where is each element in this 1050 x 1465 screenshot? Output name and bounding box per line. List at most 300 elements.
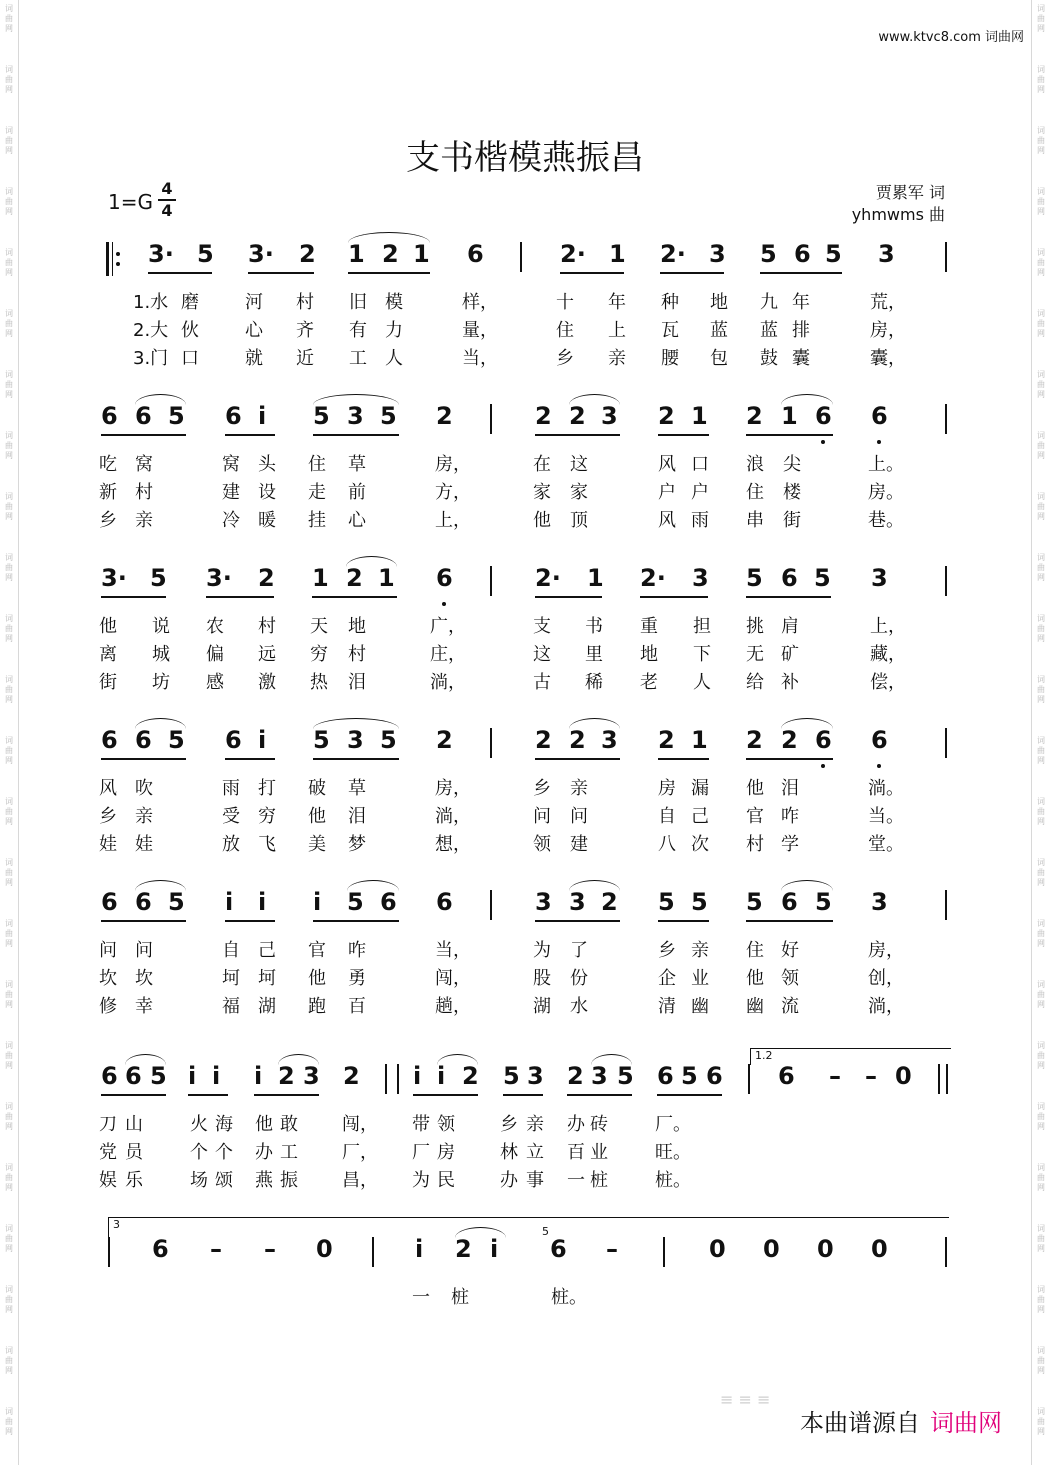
slur [346,556,397,567]
lyric-syllable: 新 [99,482,117,503]
jianpu-note: 2 [567,1062,584,1090]
lyric-syllable: 淌。 [868,778,904,799]
slur [781,718,833,729]
lyric-syllable: 坷 [222,968,240,989]
lyric-syllable: 说 [152,616,170,637]
lyric-syllable: 串 [746,510,764,531]
lyric-syllable: 种 [661,292,679,313]
lyrics-verse-line [0,1283,1050,1307]
lyric-syllable: 他 [308,806,326,827]
jianpu-note: 5 [814,564,831,592]
beam-underline [640,596,708,598]
lyric-syllable: 腰 [661,348,679,369]
side-watermark-text: 词 曲 网 [1037,1224,1045,1253]
jianpu-note: 3 [535,888,552,916]
lyric-syllable: 场 [190,1170,208,1191]
jianpu-note: 3 [347,402,364,430]
lyric-syllable: 吹 [135,778,153,799]
lyric-syllable: 咋 [348,940,366,961]
side-watermark-text: 词 曲 网 [5,797,13,826]
side-watermark-text: 词 曲 网 [1037,980,1045,1009]
side-watermark-text: 词 曲 网 [1037,797,1045,826]
beam-underline [312,596,397,598]
jianpu-note: 5 [313,402,330,430]
lyric-syllable: 水 [570,996,588,1017]
jianpu-note: 3 [601,402,618,430]
jianpu-note: 2 [746,402,763,430]
jianpu-note: 5 [313,726,330,754]
repeat-start-barline-thin [112,242,113,276]
lyric-syllable: 城 [152,644,170,665]
lyric-syllable: 人 [693,672,711,693]
side-watermark-text: 词 曲 网 [1037,736,1045,765]
lyrics-verse-line [0,1138,1050,1162]
lyric-syllable: 冷 [222,510,240,531]
jianpu-note: 0 [871,1235,888,1263]
lyric-syllable: 这 [533,644,551,665]
side-watermark-text: 词 曲 网 [5,65,13,94]
lyric-syllable: 天 [310,616,328,637]
jianpu-note: 3 [569,888,586,916]
beam-underline [535,758,620,760]
lyric-syllable: 住 [746,482,764,503]
lyric-syllable: 己 [258,940,276,961]
lyric-syllable: 1.水 [133,292,169,313]
lyric-syllable: 办 [500,1170,518,1191]
lyric-syllable: 有 [349,320,367,341]
side-watermark-text: 词 曲 网 [1037,187,1045,216]
lyric-syllable: 口 [181,348,199,369]
lyric-syllable: 3.门 [133,348,169,369]
side-watermark-text: 词 曲 网 [1037,492,1045,521]
jianpu-note: i [313,888,322,916]
lyric-syllable: 次 [691,834,709,855]
slur [313,718,399,729]
side-watermark-text: 词 曲 网 [5,248,13,277]
jianpu-note: 2 [746,726,763,754]
jianpu-note: 1 [691,726,708,754]
lyric-syllable: 办 [567,1114,585,1135]
lyric-syllable: 挑 [746,616,764,637]
lyric-syllable: 村 [348,644,366,665]
lyric-syllable: 他 [255,1114,273,1135]
lyric-syllable: 美 [308,834,326,855]
lyrics-verse-line [0,936,1050,960]
lyrics-verse-line [0,774,1050,798]
lyric-syllable: 亲 [691,940,709,961]
side-watermark-text: 词 曲 网 [5,431,13,460]
beam-underline [148,272,212,274]
footer-brand[interactable]: 词曲网 [930,1409,1002,1437]
jianpu-note: 6 [815,402,832,430]
lyric-syllable: 房， [868,940,904,961]
jianpu-note: 2· [640,564,666,592]
music-system [0,888,1050,1038]
lyric-syllable: 八 [658,834,676,855]
jianpu-note: 6 [871,402,888,430]
lyric-syllable: 娃 [135,834,153,855]
side-watermark-text: 词 曲 网 [5,736,13,765]
side-watermark-text: 词 曲 网 [1037,614,1045,643]
lyric-syllable: 己 [691,806,709,827]
jianpu-note: 2 [658,402,675,430]
lyric-syllable: 房， [870,320,906,341]
lyric-syllable: 方， [435,482,471,503]
lyric-syllable: 风 [658,510,676,531]
lyric-syllable: 巷。 [868,510,904,531]
slur [569,880,620,891]
jianpu-note: 5 [658,888,675,916]
lyric-syllable: 乡 [533,778,551,799]
jianpu-note: – [865,1062,877,1090]
side-watermark-text: 词 曲 网 [5,1163,13,1192]
jianpu-note: i [258,726,267,754]
barline [490,404,492,434]
lyric-syllable: 头 [258,454,276,475]
jianpu-note: 5 [380,402,397,430]
lyric-syllable: 个 [190,1142,208,1163]
lyric-syllable: 振 [280,1170,298,1191]
lyrics-verse-line [0,612,1050,636]
lyric-syllable: 勇 [348,968,366,989]
lyric-syllable: 草 [348,778,366,799]
jianpu-note: 6 [781,888,798,916]
slur [781,394,833,405]
lyric-syllable: 窝 [222,454,240,475]
slur [347,880,399,891]
jianpu-note: 2 [346,564,363,592]
lyric-syllable: 业 [691,968,709,989]
lyric-syllable: 家 [570,482,588,503]
side-watermark-text: 词 曲 网 [5,187,13,216]
jianpu-note: i [254,1062,263,1090]
lyric-syllable: 乡 [99,806,117,827]
lyric-syllable: 农 [206,616,224,637]
lyric-syllable: 里 [585,644,603,665]
lyric-syllable: 受 [222,806,240,827]
barline [748,1064,750,1094]
lyric-syllable: 支 [533,616,551,637]
jianpu-note: 2 [382,240,399,268]
volta-number: 3 [113,1218,120,1231]
lyric-syllable: 年 [792,292,810,313]
lyrics-verse-line [0,450,1050,474]
lyric-syllable: 街 [783,510,801,531]
beam-underline [658,758,709,760]
jianpu-note: 6 [125,1062,142,1090]
lyric-syllable: 幽 [691,996,709,1017]
jianpu-note: 2 [535,402,552,430]
lyric-syllable: 股 [533,968,551,989]
jianpu-note: 5 [760,240,777,268]
beam-underline [101,758,186,760]
side-watermark-text: 词 曲 网 [1037,553,1045,582]
side-watermark-text: 词 曲 网 [1037,248,1045,277]
lyric-syllable: 样， [462,292,498,313]
lyric-syllable: 齐 [296,320,314,341]
lyric-syllable: 他 [99,616,117,637]
beam-underline [503,1094,543,1096]
jianpu-note: 3 [878,240,895,268]
jianpu-note: 1 [312,564,329,592]
lyrics-verse-line [0,964,1050,988]
jianpu-note: 2· [535,564,561,592]
lyric-syllable: 好 [781,940,799,961]
lyric-syllable: 囊 [792,348,810,369]
lyric-syllable: 草 [348,454,366,475]
side-watermark-text: 词 曲 网 [5,980,13,1009]
lyric-syllable: 前 [348,482,366,503]
jianpu-note: 5 [197,240,214,268]
slur [313,394,399,405]
lyric-syllable: 顶 [570,510,588,531]
lyric-syllable: 个 [215,1142,233,1163]
jianpu-note: 6 [815,726,832,754]
lyric-syllable: 雨 [222,778,240,799]
lyric-syllable: 桩 [590,1170,608,1191]
lyric-syllable: 学 [781,834,799,855]
barline [490,728,492,758]
jianpu-note: – [606,1235,618,1263]
footer-prefix: 本曲谱源自 [800,1409,920,1437]
jianpu-note: 1 [691,402,708,430]
jianpu-note: 3 [527,1062,544,1090]
slur [135,394,186,405]
jianpu-note: 0 [709,1235,726,1263]
jianpu-note: i [212,1062,221,1090]
jianpu-note: 6 [225,402,242,430]
lyric-syllable: 房 [658,778,676,799]
lyric-syllable: 份 [570,968,588,989]
lyric-syllable: 心 [245,320,263,341]
credits [852,182,945,226]
jianpu-note: 2 [658,726,675,754]
jianpu-note: 5 [150,564,167,592]
side-watermark-text: 词 曲 网 [1037,858,1045,887]
lyricist: 贾累军 词 [875,183,945,202]
time-signature-top: 4 [161,179,173,198]
lyric-syllable: 老 [640,672,658,693]
beam-underline [248,272,314,274]
jianpu-note: 1 [348,240,365,268]
lyric-syllable: 为 [533,940,551,961]
jianpu-note: – [829,1062,841,1090]
lyric-syllable: 偏 [206,644,224,665]
lyric-syllable: 乡 [658,940,676,961]
jianpu-note: 3· [206,564,232,592]
lyric-syllable: 了 [570,940,588,961]
lyric-syllable: 百 [567,1142,585,1163]
lyric-syllable: 2.大 [133,320,169,341]
side-watermark-text: 词 曲 网 [5,126,13,155]
lyric-syllable: 雨 [691,510,709,531]
lyric-syllable: 囊， [870,348,906,369]
lyric-syllable: 淌， [868,996,904,1017]
lyric-syllable: 领 [533,834,551,855]
lyric-syllable: 鼓 [760,348,778,369]
lyric-syllable: 破 [308,778,326,799]
lyric-syllable: 上。 [868,454,904,475]
barline [490,566,492,596]
music-system [0,240,1050,390]
lyric-syllable: 创， [868,968,904,989]
lyric-syllable: 坷 [258,968,276,989]
lyric-syllable: 闯， [342,1114,378,1135]
lyric-syllable: 热 [310,672,328,693]
lyric-syllable: 楼 [783,482,801,503]
lyric-syllable: 房， [435,778,471,799]
jianpu-note: 5 [168,888,185,916]
lyric-syllable: 蓝 [710,320,728,341]
lyric-syllable: 事 [526,1170,544,1191]
lyric-syllable: 问 [135,940,153,961]
lyric-syllable: 泪 [348,806,366,827]
lyric-syllable: 泪 [348,672,366,693]
barline [490,890,492,920]
barline [945,728,947,758]
jianpu-note: 1 [609,240,626,268]
lyric-syllable: 幽 [746,996,764,1017]
lyric-syllable: 上， [870,616,906,637]
lyric-syllable: 补 [781,672,799,693]
lyric-syllable: 无 [746,644,764,665]
jianpu-note: 2 [278,1062,295,1090]
lyric-syllable: 他 [746,778,764,799]
jianpu-note: 6 [550,1235,567,1263]
lyric-syllable: 当。 [868,806,904,827]
lyric-syllable: 官 [746,806,764,827]
jianpu-note: 6 [871,726,888,754]
lyrics-verse-line [0,1166,1050,1190]
lyric-syllable: 九 [760,292,778,313]
jianpu-note: 3 [601,726,618,754]
slur [135,718,186,729]
lyric-syllable: 风 [658,454,676,475]
lyrics-verse-line [0,640,1050,664]
beam-underline [760,272,842,274]
grace-note: 5 [542,1225,549,1238]
side-watermark-text: 词 曲 网 [1037,65,1045,94]
low-octave-dot [821,440,825,444]
music-system [0,1218,1050,1385]
barline [938,1064,940,1094]
lyric-syllable: 淌， [435,806,471,827]
barline [385,1064,387,1094]
lyric-syllable: 村 [296,292,314,313]
lyric-syllable: 亲 [135,510,153,531]
lyric-syllable: 官 [308,940,326,961]
lyric-syllable: 桩。 [655,1170,691,1191]
lyric-syllable: 亲 [570,778,588,799]
jianpu-note: 5 [347,888,364,916]
barline [397,1064,399,1094]
lyric-syllable: 想， [435,834,471,855]
lyrics-verse-line [0,802,1050,826]
lyric-syllable: 稀 [585,672,603,693]
lyric-syllable: 工 [280,1142,298,1163]
lyric-syllable: 昌， [342,1170,378,1191]
music-system [0,726,1050,876]
lyric-syllable: 感 [206,672,224,693]
jianpu-note: 5 [168,402,185,430]
song-title: 支书楷模燕振昌 [406,138,644,178]
footer-source[interactable] [800,1403,1002,1438]
side-watermark-text: 词 曲 网 [1037,919,1045,948]
lyric-syllable: 刀 [99,1114,117,1135]
lyric-syllable: 员 [125,1142,143,1163]
beam-underline [535,596,602,598]
lyric-syllable: 问 [570,806,588,827]
jianpu-note: 6 [781,564,798,592]
beam-underline [313,434,399,436]
lyric-syllable: 担 [693,616,711,637]
side-watermark-text: 词 曲 网 [1037,1041,1045,1070]
jianpu-note: 6 [101,1062,118,1090]
side-watermark-text: 词 曲 网 [1037,1346,1045,1375]
side-watermark-text: 词 曲 网 [5,1407,13,1436]
lyrics-verse-line [0,668,1050,692]
lyric-syllable: 住 [556,320,574,341]
beam-underline [101,596,166,598]
barline [945,242,947,272]
lyric-syllable: 业 [590,1142,608,1163]
lyrics-verse-line [0,344,1050,368]
beam-underline [658,920,709,922]
lyric-syllable: 瓦 [661,320,679,341]
jianpu-note: 2 [569,726,586,754]
lyric-syllable: 泪 [781,778,799,799]
lyric-syllable: 力 [385,320,403,341]
site-url[interactable]: www.ktvc8.com 词曲网 [878,30,1024,45]
lyric-syllable: 户 [658,482,676,503]
lyric-syllable: 湖 [258,996,276,1017]
beam-underline [746,434,833,436]
lyric-syllable: 上 [608,320,626,341]
lyric-syllable: 房 [437,1142,455,1163]
jianpu-note: 2 [535,726,552,754]
jianpu-note: 2 [781,726,798,754]
jianpu-note: 1 [781,402,798,430]
beam-underline [535,920,620,922]
side-watermark-text: 词 曲 网 [1037,1102,1045,1131]
lyric-syllable: 砖 [590,1114,608,1135]
lyric-syllable: 流 [781,996,799,1017]
beam-underline [413,1094,478,1096]
lyric-syllable: 清 [658,996,676,1017]
lyrics-verse-line [0,992,1050,1016]
jianpu-note: 6 [706,1062,723,1090]
side-watermark-text: 词 曲 网 [5,1041,13,1070]
side-watermark-text: 词 曲 网 [1037,1285,1045,1314]
jianpu-note: 6 [152,1235,169,1263]
lyric-syllable: 浪 [746,454,764,475]
lyric-syllable: 近 [296,348,314,369]
side-watermark-text: 词 曲 网 [5,919,13,948]
lyric-syllable: 蓝 [760,320,778,341]
slur [591,1054,632,1065]
beam-underline [101,1094,166,1096]
lyric-syllable: 包 [710,348,728,369]
time-signature-bottom: 4 [161,201,173,220]
lyric-syllable: 敢 [280,1114,298,1135]
lyric-syllable: 民 [437,1170,455,1191]
lyric-syllable: 火 [190,1114,208,1135]
lyric-syllable: 河 [245,292,263,313]
lyric-syllable: 给 [746,672,764,693]
lyric-syllable: 旺。 [655,1142,691,1163]
lyric-syllable: 堂。 [868,834,904,855]
repeat-dot [116,252,120,256]
